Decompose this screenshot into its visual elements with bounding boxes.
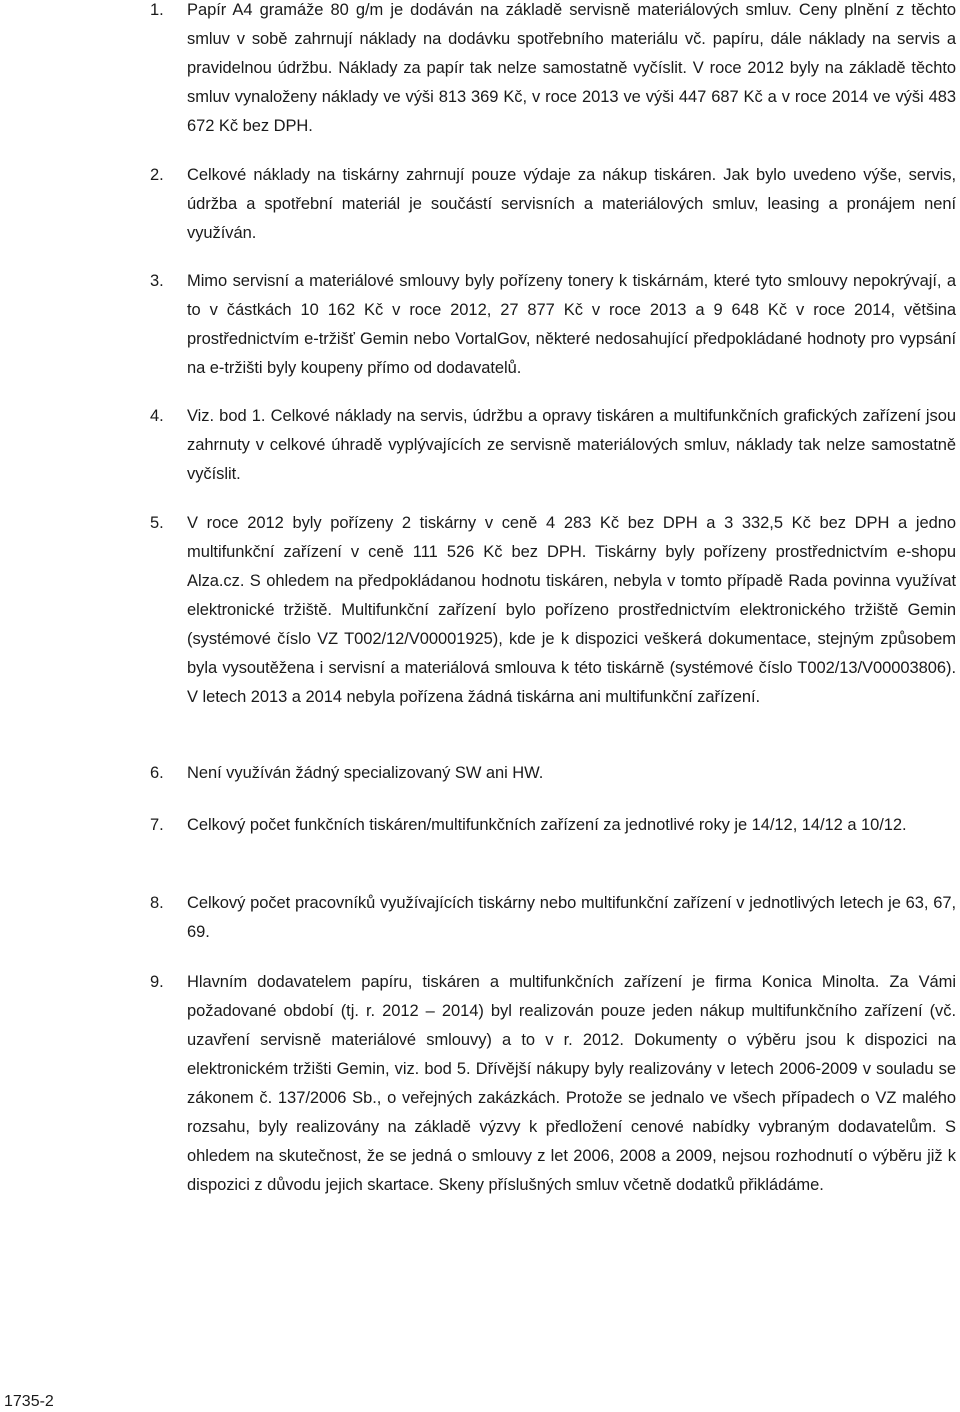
item-number: 5. [150, 514, 164, 532]
item-text: Viz. bod 1. Celkové náklady na servis, údržbu a opravy tiskáren a multifunkčních grafických zařízení jsou zahrnuty v celkové úhradě vyplývajících ze servisně materiálových smluv, náklady tak nelze samostatně vyčíslit. [187, 407, 956, 483]
item-text: Papír A4 gramáže 80 g/m je dodáván na základě servisně materiálových smluv. Ceny plnění z těchto smluv v sobě zahrnují náklady na dodávku spotřebního materiálu vč. papíru, dále náklady na servis a pravidelnou údržbu. Náklady za papír tak nelze samostatně vyčíslit. V roce 2012 byly na základě těchto smluv vynaloženy náklady ve výši 813 369 Kč, v roce 2013 ve výši 447 687 Kč a v roce 2014 ve výši 483 672 Kč bez DPH. [187, 1, 956, 135]
item-number: 8. [150, 894, 164, 912]
item-number: 6. [150, 764, 164, 782]
item-text: Celkové náklady na tiskárny zahrnují pouze výdaje za nákup tiskáren. Jak bylo uvedeno výše, servis, údržba a spotřební materiál je součástí servisních a materiálových smluv, leasing a pronájem není využíván. [187, 166, 956, 242]
item-text: Mimo servisní a materiálové smlouvy byly pořízeny tonery k tiskárnám, které tyto smlouvy nepokrývají, a to v částkách 10 162 Kč v roce 2012, 27 877 Kč v roce 2013 a 9 648 Kč v roce 2014, většina prostřednictvím e-tržišť Gemin nebo VortalGov, některé nedosahující předpokládané hodnoty pro vypsání na e-tržišti byly koupeny přímo od dodavatelů. [187, 272, 956, 377]
item-text: Celkový počet pracovníků využívajících tiskárny nebo multifunkční zařízení v jednotlivých letech je 63, 67, 69. [187, 894, 956, 941]
item-number: 7. [150, 816, 164, 834]
item-number: 9. [150, 973, 164, 991]
item-text: Není využíván žádný specializovaný SW ani HW. [187, 764, 544, 782]
item-number: 1. [150, 1, 164, 19]
item-text: V roce 2012 byly pořízeny 2 tiskárny v ceně 4 283 Kč bez DPH a 3 332,5 Kč bez DPH a jedno multifunkční zařízení v ceně 111 526 Kč bez DPH. Tiskárny byly pořízeny prostřednictvím e-shopu Alza.cz. S ohledem na předpokládanou hodnotu tiskáren, nebyla v tomto případě Rada povinna využívat elektronické tržiště. Multifunkční zařízení bylo pořízeno prostřednictvím elektronického tržiště Gemin (systémové číslo VZ T002/12/V00001925), kde je k dispozici veškerá dokumentace, stejným způsobem byla vysoutěžena i servisní a materiálová smlouva k této tiskárně (systémové číslo T002/13/V00003806). V letech 2013 a 2014 nebyla pořízena žádná tiskárna ani multifunkční zařízení. [187, 514, 956, 706]
item-text: Celkový počet funkčních tiskáren/multifunkčních zařízení za jednotlivé roky je 14/12, 14/12 a 10/12. [187, 816, 907, 834]
item-number: 4. [150, 407, 164, 425]
item-number: 3. [150, 272, 164, 290]
item-number: 2. [150, 166, 164, 184]
page-code: 1735-2 [4, 1393, 54, 1410]
item-text: Hlavním dodavatelem papíru, tiskáren a multifunkčních zařízení je firma Konica Minolta. Za Vámi požadované období (tj. r. 2012 – 2014) byl realizován pouze jeden nákup multifunkčního zařízení (vč. uzavření servisně materiálové smlouvy) a to v r. 2012. Dokumenty o výběru jsou k dispozici na elektronickém tržišti Gemin, viz. bod 5. Dřívější nákupy byly realizovány v letech 2006-2009 v souladu se zákonem č. 137/2006 Sb., o veřejných zakázkách. Protože se jednalo ve všech případech o VZ malého rozsahu, byly realizovány na základě výzvy k předložení cenové nabídky vybraným dodavatelům. S ohledem na skutečnost, že se jedná o smlouvy z let 2006, 2008 a 2009, nejsou rozhodnutí o výběru již k dispozici z důvodu jejich skartace. Skeny příslušných smluv včetně dodatků přikládáme. [187, 973, 956, 1194]
